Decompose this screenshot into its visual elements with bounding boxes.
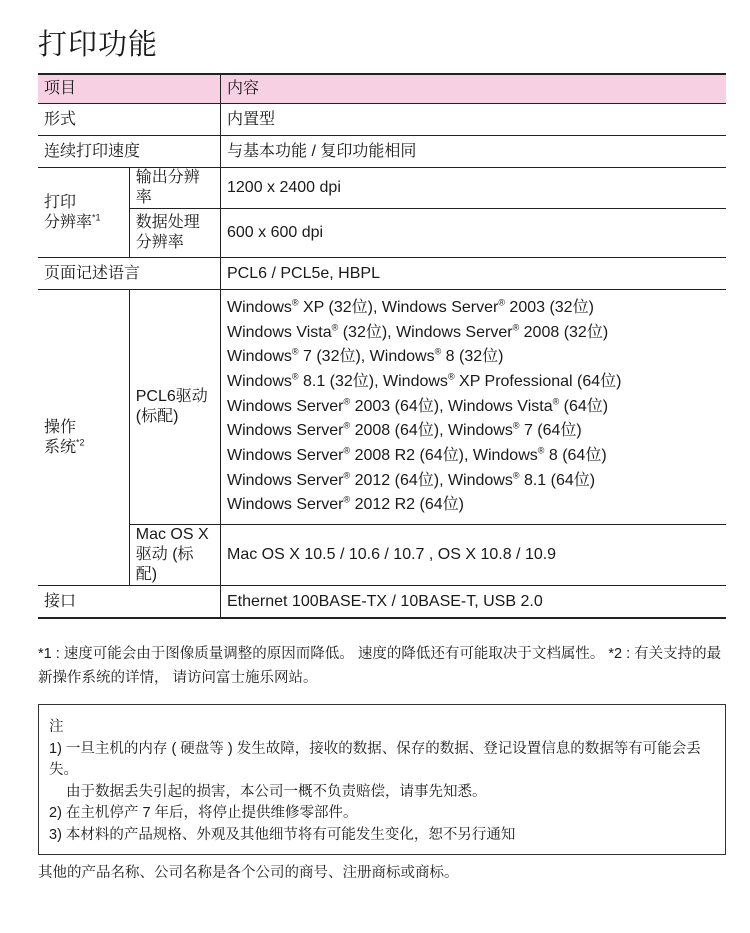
os-line: Windows Server® 2012 (64位), Windows® 8.1 (64位) bbox=[227, 470, 596, 489]
header-item: 项目 bbox=[38, 74, 221, 104]
os-line: Windows® 7 (32位), Windows® 8 (32位) bbox=[227, 346, 504, 366]
footnotes bbox=[38, 642, 728, 690]
table-row bbox=[38, 168, 726, 209]
output-resolution-label: 输出分辨率 bbox=[129, 168, 220, 209]
os-label: 操作 系统$^{*2}$ bbox=[38, 290, 129, 586]
page-title: 打印功能 bbox=[38, 29, 159, 61]
note-item: 1) 一旦主机的内存 ( 硬盘等 ) 发生故障，接收的数据、保存的数据、登记设置信息的数据等有可能会丢失。 bbox=[49, 740, 701, 778]
table-row bbox=[38, 258, 726, 290]
table-row bbox=[38, 290, 726, 525]
note-item: 2) 在主机停产 7 年后，将停止提供维修零部件。 bbox=[49, 805, 358, 821]
interface-label: 接口 bbox=[38, 586, 221, 619]
note-item: 3) 本材料的产品规格、外观及其他细节将有可能发生变化，恕不另行通知 bbox=[49, 826, 516, 843]
resolution-note-ref: *1 bbox=[92, 212, 101, 223]
os-note-ref: *2 bbox=[76, 437, 85, 448]
resolution-label: 打印 分辨率$^{*1}$ bbox=[38, 168, 129, 258]
form-label: 形式 bbox=[38, 104, 221, 136]
mac-os-value: Mac OS X 10.5 / 10.6 / 10.7 , OS X 10.8 / 10.9 bbox=[221, 525, 727, 586]
table-header-row bbox=[38, 74, 726, 104]
pdl-value: PCL6 / PCL5e, HBPL bbox=[221, 258, 727, 290]
speed-value: 与基本功能 / 复印功能相同 bbox=[221, 136, 727, 168]
spec-table bbox=[38, 73, 726, 619]
processing-resolution-value: 600 x 600 dpi bbox=[221, 209, 727, 258]
table-row bbox=[38, 209, 726, 258]
mac-driver-label: Mac OS X 驱动 (标配) bbox=[129, 525, 220, 586]
table-row bbox=[38, 525, 726, 586]
os-line: Windows Server® 2008 R2 (64位), Windows® 8 (64位) bbox=[227, 445, 607, 465]
note-item: 由于数据丢失引起的损害，本公司一概不负责赔偿，请事先知悉。 bbox=[66, 783, 487, 800]
output-resolution-value: 1200 x 2400 dpi bbox=[221, 168, 727, 209]
footnote-line: *1 : 速度可能会由于图像质量调整的原因而降低。 速度的降低还有可能取决于文档属性。 *2 : 有关支持的最 bbox=[38, 646, 722, 662]
os-line: Windows Vista® (32位), Windows Server® 2008 (32位) bbox=[227, 322, 609, 341]
form-value: 内置型 bbox=[221, 104, 727, 136]
os-line: Windows Server® 2003 (64位), Windows Vista® (64位) bbox=[227, 396, 609, 415]
trademark-notice: 其他的产品名称、公司名称是各个公司的商号、注册商标或商标。 bbox=[38, 865, 459, 881]
table-row bbox=[38, 586, 726, 619]
footnote-line: 新操作系统的详情， 请访问富士施乐网站。 bbox=[38, 670, 318, 686]
pdl-label: 页面记述语言 bbox=[38, 258, 221, 290]
notes-heading: 注 bbox=[49, 719, 64, 735]
os-line: Windows® XP (32位), Windows Server® 2003 (32位) bbox=[227, 297, 594, 316]
os-line: Windows Server® 2012 R2 (64位) bbox=[227, 495, 464, 514]
pcl6-driver-label: PCL6驱动 (标配) bbox=[129, 290, 220, 525]
table-row bbox=[38, 104, 726, 136]
table-row bbox=[38, 136, 726, 168]
notes-box bbox=[38, 704, 726, 855]
interface-value: Ethernet 100BASE-TX / 10BASE-T, USB 2.0 bbox=[221, 586, 727, 619]
header-content: 内容 bbox=[221, 74, 727, 104]
os-line: Windows® 8.1 (32位), Windows® XP Professional (64位) bbox=[227, 371, 622, 390]
speed-label: 连续打印速度 bbox=[38, 136, 221, 168]
pcl6-os-list bbox=[221, 290, 727, 525]
os-line: Windows Server® 2008 (64位), Windows® 7 (64位) bbox=[227, 421, 582, 440]
processing-resolution-label: 数据处理 分辨率 bbox=[129, 209, 220, 258]
